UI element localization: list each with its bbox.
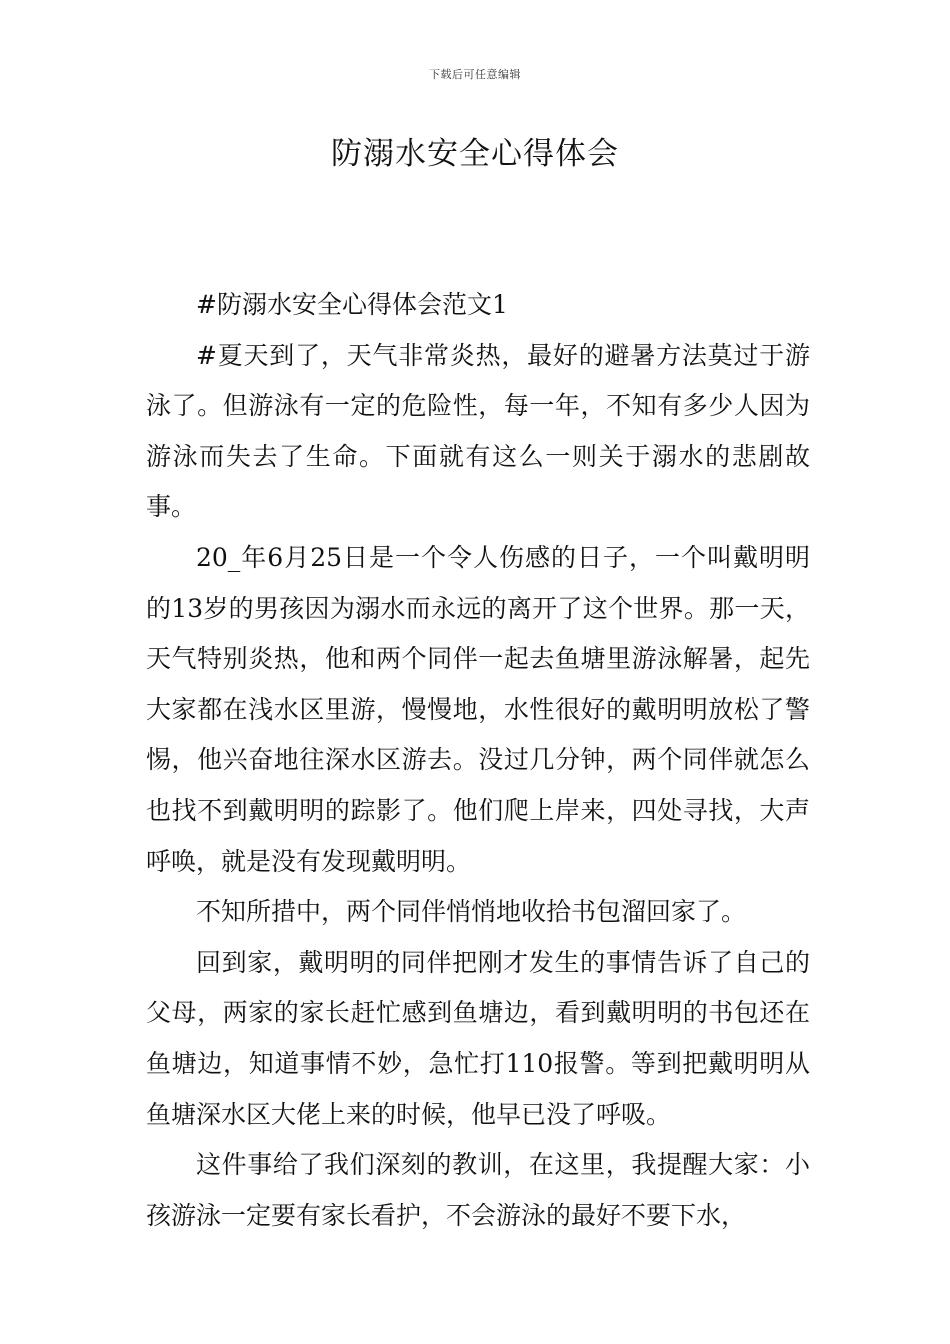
header-note: 下载后可任意编辑 (429, 68, 521, 81)
document-title: 防溺水安全心得体会 (331, 136, 619, 172)
paragraph: 20_年6月25日是一个令人伤感的日子，一个叫戴明明的13岁的男孩因为溺水而永远的离开了这个世界。那一天，天气特别炎热，他和两个同伴一起去鱼塘里游泳解暑，起先大家都在浅水区里游，慢慢地，水性很好的戴明明放松了警惕，他兴奋地往深水区游去。没过几分钟，两个同伴就怎么也找不到戴明明的踪影了。他们爬上岸来，四处寻找，大声呼唤，就是没有发现戴明明。 (146, 542, 810, 876)
paragraph: 回到家，戴明明的同伴把刚才发生的事情告诉了自己的父母，两家的家长赶忙感到鱼塘边，看到戴明明的书包还在鱼塘边，知道事情不妙，急忙打110报警。等到把戴明明从鱼塘深水区大佬上来的时候，他早已没了呼吸。 (146, 947, 810, 1129)
paragraph: #夏天到了，天气非常炎热，最好的避暑方法莫过于游泳了。但游泳有一定的危险性，每一年，不知有多少人因为游泳而失去了生命。下面就有这么一则关于溺水的悲剧故事。 (146, 340, 810, 522)
paragraph: 这件事给了我们深刻的教训，在这里，我提醒大家：小孩游泳一定要有家长看护，不会游泳的最好不要下水， (146, 1150, 810, 1230)
document-body (146, 280, 810, 1241)
paragraph: 不知所措中，两个同伴悄悄地收拾书包溜回家了。 (196, 897, 747, 927)
paragraph-heading: #防溺水安全心得体会范文1 (196, 290, 508, 319)
